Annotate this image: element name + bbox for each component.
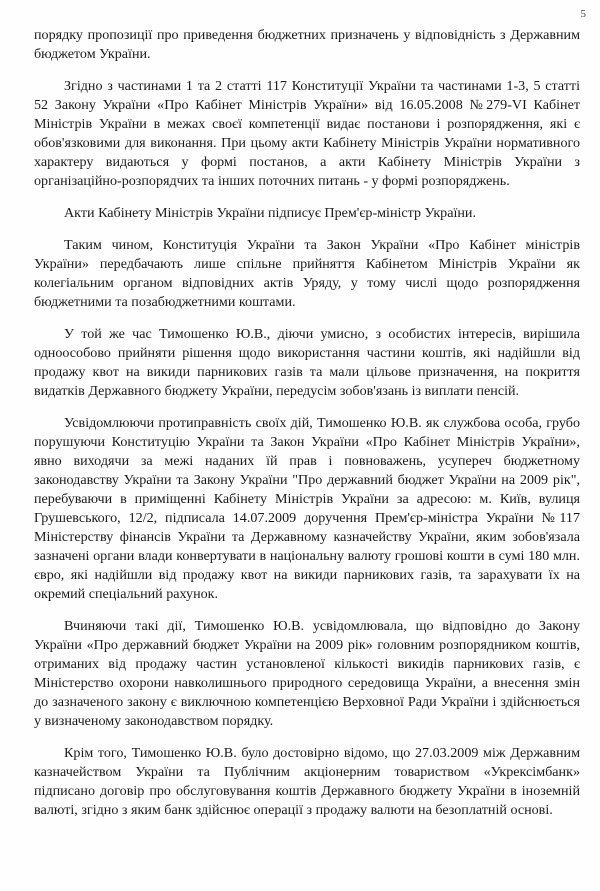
- paragraph-1: порядку пропозиції про приведення бюджетних призначень у відповідність з Державним бюджетом України.: [34, 27, 580, 62]
- paragraph-7: Вчиняючи такі дії, Тимошенко Ю.В. усвідомлювала, що відповідно до Закону України «Про державний бюджет України на 2009 рік» головним розпорядником коштів, отриманих від продажу частин установленої кількості викидів парникових газів, є Міністерство охорони навколишнього природного середовища України, а внесення змін до зазначеного закону є виключною компетенцією Верховної Ради України і здійснюється у визначеному законодавством порядку.: [34, 618, 580, 729]
- paragraph-8: Крім того, Тимошенко Ю.В. було достовірно відомо, що 27.03.2009 між Державним казначейством України та Публічним акціонерним товариством «Укрексімбанк» підписано договір про обслуговування коштів Державного бюджету України в іноземній валюті, згідно з яким банк здійснює операції з продажу валюти на безоплатній основі.: [34, 745, 580, 818]
- page-number: 5: [580, 8, 586, 20]
- paragraph-2: Згідно з частинами 1 та 2 статті 117 Конституції України та частинами 1-3, 5 статті 52 Закону України «Про Кабінет Міністрів України» від 16.05.2008 №279-VI Кабінет Міністрів України в межах своєї компетенції видає постанови і розпорядження, які є обов'язковими для виконання. При цьому акти Кабінету Міністрів України нормативного характеру видаються у формі постанов, а акти Кабінету Міністрів України з організаційно-розпорядчих та інших поточних питань - у формі розпоряджень.: [34, 78, 580, 189]
- paragraph-6: Усвідомлюючи протиправність своїх дій, Тимошенко Ю.В. як службова особа, грубо порушуючи Конституцію України та Закон України «Про Кабінет Міністрів України», явно виходячи за межі наданих їй прав і повноважень, усупереч бюджетному законодавству України та Закону України "Про державний бюджет України на 2009 рік", перебуваючи в приміщенні Кабінету Міністрів України за адресою: м. Київ, вулиця Грушевського, 12/2, підписала 14.07.2009 доручення Прем'єр-міністра України №117 Міністерству фінансів України та Державному казначейству України, яким зобов'язала зазначені органи влади конвертувати в національну валюту грошові кошти в сумі 180 млн. євро, які надійшли від продажу квот на викиди парникових газів, та зарахувати їх на окремий спеціальний рахунок.: [34, 415, 580, 602]
- paragraph-5: У той же час Тимошенко Ю.В., діючи умисно, з особистих інтересів, вирішила одноособово прийняти рішення щодо використання частини коштів, які надійшли від продажу квот на викиди парникових газів та мали цільове призначення, на покриття видатків Державного бюджету України, передусім зобов'язань із виплати пенсій.: [34, 326, 580, 399]
- paragraph-4: Таким чином, Конституція України та Закон України «Про Кабінет міністрів України» передбачають лише спільне прийняття Кабінетом Міністрів України як колегіальним органом відповідних актів Уряду, у тому числі щодо розпорядження бюджетними та позабюджетними коштами.: [34, 237, 580, 310]
- document-body: [34, 26, 580, 833]
- paragraph-3: Акти Кабінету Міністрів України підписує Прем'єр-міністр України.: [64, 205, 477, 221]
